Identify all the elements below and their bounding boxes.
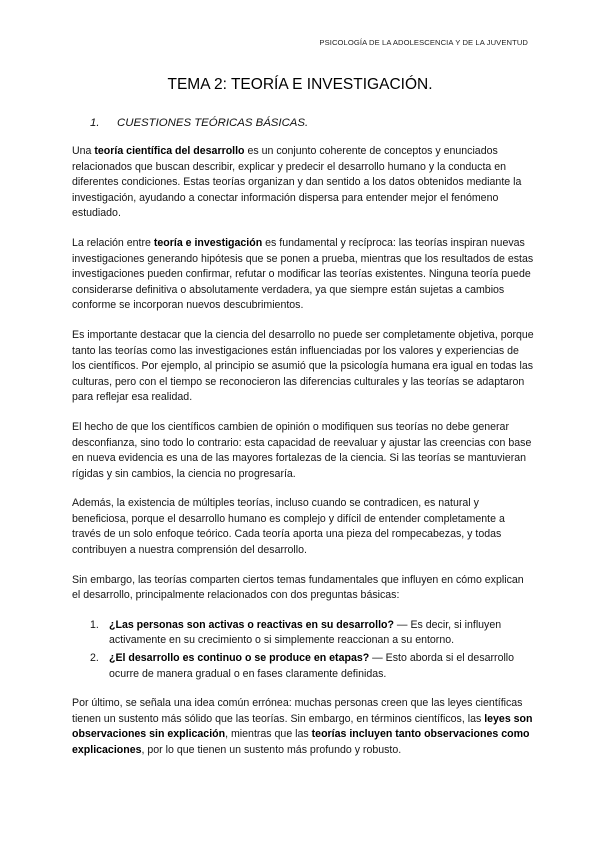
bold-term: teoría científica del desarrollo xyxy=(94,145,245,157)
page-title: TEMA 2: TEORÍA E INVESTIGACIÓN. xyxy=(167,76,433,93)
paragraph-text: , por lo que tienen un sustento más profundo y robusto. xyxy=(141,744,402,756)
paragraph-text: es un conjunto coherente de conceptos y enunciados relacionados que buscan describir, explicar y predecir el desarrollo humano y la conducta en diferentes condiciones. Estas teorías organizan y dan sentido a los datos obtenidos mediante la investigación, ayudando a conectar información dispersa para entender mejor el fenómeno estudiado. xyxy=(72,145,522,220)
running-header: PSICOLOGÍA DE LA ADOLESCENCIA Y DE LA JUVENTUD xyxy=(319,38,528,47)
paragraph-text: Por último, se señala una idea común errónea: muchas personas creen que las leyes científicas tienen un sustento más sólido que las teorías. Sin embargo, en términos científicos, las xyxy=(72,697,523,725)
section-number: 1. xyxy=(90,117,100,129)
bold-term: leyes son observaciones sin explicación xyxy=(72,712,533,741)
paragraph-text: , mientras que las xyxy=(225,728,312,741)
bold-term: teorías incluyen tanto observaciones como explicaciones xyxy=(72,728,530,756)
paragraph-definition xyxy=(72,144,534,222)
bold-question: ¿El desarrollo es continuo o se produce en etapas? xyxy=(109,652,370,665)
paragraph-objectivity: Es importante destacar que la ciencia del desarrollo no puede ser completamente objetiva, porque tanto las teorías como las investigaciones están influenciadas por los valores y experiencias de los científicos. Por ejemplo, al principio se asumió que la psicología humana era igual en todas las culturas, pero con el tiempo se reconocieron las diferencias culturales y las teorías se adaptaron para reflejar esa realidad. xyxy=(72,328,534,404)
section-heading-text: CUESTIONES TEÓRICAS BÁSICAS. xyxy=(117,117,309,129)
paragraph-multiple-theories: Además, la existencia de múltiples teorías, incluso cuando se contradicen, es natural y beneficiosa, porque el desarrollo humano es complejo y difícil de entender completamente a través de un solo enfoque teórico. Cada teoría aporta una pieza del rompecabezas, y todas contribuyen a nuestra comprensión del desarrollo. xyxy=(72,497,505,557)
bold-term: teoría e investigación xyxy=(153,236,263,249)
questions-list xyxy=(72,618,534,682)
list-marker: 2. xyxy=(90,652,99,665)
list-item-text: — Es decir, si influyen activamente en su crecimiento o si simplemente reaccionan a su entorno. xyxy=(109,618,502,647)
paragraph-laws-theories xyxy=(72,696,534,758)
list-item xyxy=(72,651,534,682)
section-heading xyxy=(90,117,308,129)
paragraph-change: El hecho de que los científicos cambien de opinión o modifiquen sus teorías no debe generar desconfianza, sino todo lo contrario: esta capacidad de reevaluar y ajustar las creencias con base en nueva evidencia es una de las mayores fortalezas de la ciencia. Si las teorías se mantuvieran rígidas y sin cambios, la ciencia no progresaría. xyxy=(72,420,532,480)
bold-question: ¿Las personas son activas o reactivas en su desarrollo? xyxy=(109,618,394,631)
list-item xyxy=(72,618,534,649)
paragraph-text: es fundamental y recíproca: las teorías inspiran nuevas investigaciones generando hipótesis que se ponen a prueba, mientras que los resultados de estas investigaciones pueden confirmar, refutar o modificar las teorías existentes. Ninguna teoría puede considerarse definitiva o absolutamente verdadera, ya que siempre están sujetas a cambios conforme se incorporan nuevos descubrimientos. xyxy=(72,236,534,312)
list-marker: 1. xyxy=(90,618,99,631)
paragraph-text: Una xyxy=(72,145,95,157)
paragraph-theory-research xyxy=(72,236,534,314)
paragraph-text: La relación entre xyxy=(72,236,154,249)
body-text xyxy=(72,144,534,773)
list-item-text: — Esto aborda si el desarrollo ocurre de manera gradual o en fases claramente definidas. xyxy=(109,652,515,680)
paragraph-questions-intro: Sin embargo, las teorías comparten ciertos temas fundamentales que influyen en cómo explican el desarrollo, principalmente relacionados con dos preguntas básicas: xyxy=(72,573,524,602)
